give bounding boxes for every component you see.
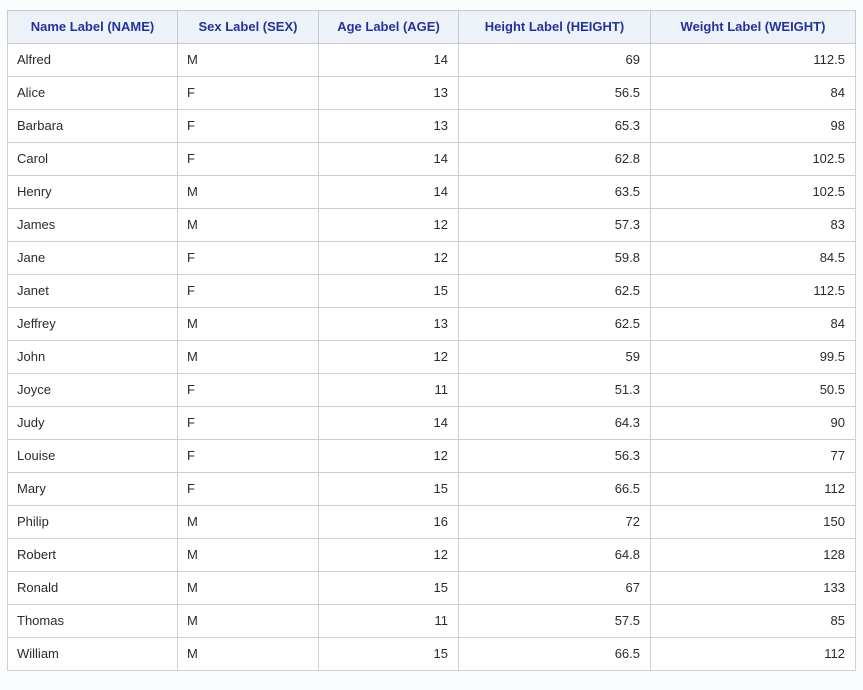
table-row (8, 539, 856, 572)
cell-age: 12 (319, 209, 459, 242)
cell-name: Carol (8, 143, 178, 176)
cell-height: 57.3 (459, 209, 651, 242)
cell-height: 59.8 (459, 242, 651, 275)
cell-name: Barbara (8, 110, 178, 143)
cell-height: 64.3 (459, 407, 651, 440)
cell-weight: 85 (651, 605, 856, 638)
cell-sex: F (178, 143, 319, 176)
cell-weight: 112 (651, 638, 856, 671)
cell-name: Philip (8, 506, 178, 539)
cell-age: 14 (319, 44, 459, 77)
column-header-age: Age Label (AGE) (319, 11, 459, 44)
cell-weight: 98 (651, 110, 856, 143)
table-row (8, 143, 856, 176)
cell-sex: M (178, 44, 319, 77)
cell-height: 67 (459, 572, 651, 605)
cell-weight: 84.5 (651, 242, 856, 275)
cell-name: Alice (8, 77, 178, 110)
cell-age: 12 (319, 440, 459, 473)
cell-weight: 128 (651, 539, 856, 572)
cell-sex: M (178, 176, 319, 209)
table-row (8, 77, 856, 110)
cell-height: 56.3 (459, 440, 651, 473)
cell-age: 15 (319, 473, 459, 506)
cell-name: Thomas (8, 605, 178, 638)
cell-name: Janet (8, 275, 178, 308)
cell-height: 62.5 (459, 308, 651, 341)
cell-height: 64.8 (459, 539, 651, 572)
cell-weight: 84 (651, 308, 856, 341)
cell-age: 14 (319, 143, 459, 176)
cell-height: 62.5 (459, 275, 651, 308)
cell-height: 56.5 (459, 77, 651, 110)
cell-height: 51.3 (459, 374, 651, 407)
cell-name: Jane (8, 242, 178, 275)
cell-sex: F (178, 110, 319, 143)
table-row (8, 638, 856, 671)
cell-sex: F (178, 275, 319, 308)
cell-age: 13 (319, 77, 459, 110)
cell-weight: 77 (651, 440, 856, 473)
cell-sex: M (178, 605, 319, 638)
cell-height: 57.5 (459, 605, 651, 638)
table-row (8, 242, 856, 275)
cell-sex: F (178, 242, 319, 275)
table-header (8, 11, 856, 44)
cell-weight: 102.5 (651, 176, 856, 209)
cell-age: 16 (319, 506, 459, 539)
cell-weight: 50.5 (651, 374, 856, 407)
cell-age: 14 (319, 407, 459, 440)
cell-age: 15 (319, 275, 459, 308)
cell-age: 12 (319, 539, 459, 572)
table-row (8, 374, 856, 407)
cell-name: Joyce (8, 374, 178, 407)
cell-name: William (8, 638, 178, 671)
cell-age: 15 (319, 572, 459, 605)
table-row (8, 506, 856, 539)
table-row (8, 176, 856, 209)
cell-weight: 150 (651, 506, 856, 539)
table-row (8, 341, 856, 374)
cell-name: Alfred (8, 44, 178, 77)
cell-height: 65.3 (459, 110, 651, 143)
cell-sex: M (178, 506, 319, 539)
cell-age: 12 (319, 341, 459, 374)
cell-age: 14 (319, 176, 459, 209)
cell-height: 66.5 (459, 638, 651, 671)
cell-height: 63.5 (459, 176, 651, 209)
cell-height: 72 (459, 506, 651, 539)
cell-age: 11 (319, 374, 459, 407)
table-row (8, 275, 856, 308)
cell-weight: 90 (651, 407, 856, 440)
cell-name: James (8, 209, 178, 242)
cell-sex: M (178, 638, 319, 671)
cell-name: Jeffrey (8, 308, 178, 341)
cell-weight: 102.5 (651, 143, 856, 176)
cell-age: 12 (319, 242, 459, 275)
cell-age: 15 (319, 638, 459, 671)
cell-sex: F (178, 407, 319, 440)
table-row (8, 308, 856, 341)
cell-name: Judy (8, 407, 178, 440)
cell-sex: F (178, 440, 319, 473)
column-header-height: Height Label (HEIGHT) (459, 11, 651, 44)
cell-age: 13 (319, 110, 459, 143)
cell-name: Robert (8, 539, 178, 572)
cell-weight: 112.5 (651, 275, 856, 308)
cell-name: Henry (8, 176, 178, 209)
table-body (8, 44, 856, 671)
cell-weight: 99.5 (651, 341, 856, 374)
cell-sex: F (178, 374, 319, 407)
cell-weight: 83 (651, 209, 856, 242)
cell-weight: 112 (651, 473, 856, 506)
table-row (8, 209, 856, 242)
cell-sex: M (178, 209, 319, 242)
cell-sex: F (178, 77, 319, 110)
cell-weight: 112.5 (651, 44, 856, 77)
cell-name: Mary (8, 473, 178, 506)
cell-weight: 133 (651, 572, 856, 605)
cell-height: 66.5 (459, 473, 651, 506)
cell-sex: M (178, 308, 319, 341)
cell-height: 59 (459, 341, 651, 374)
cell-weight: 84 (651, 77, 856, 110)
cell-height: 62.8 (459, 143, 651, 176)
column-header-weight: Weight Label (WEIGHT) (651, 11, 856, 44)
table-row (8, 572, 856, 605)
cell-age: 11 (319, 605, 459, 638)
table-row (8, 110, 856, 143)
column-header-sex: Sex Label (SEX) (178, 11, 319, 44)
cell-sex: M (178, 539, 319, 572)
cell-age: 13 (319, 308, 459, 341)
cell-sex: M (178, 572, 319, 605)
cell-name: Ronald (8, 572, 178, 605)
class-data-table (7, 10, 856, 671)
table-row (8, 605, 856, 638)
cell-name: Louise (8, 440, 178, 473)
table-row (8, 44, 856, 77)
cell-height: 69 (459, 44, 651, 77)
cell-sex: M (178, 341, 319, 374)
table-row (8, 407, 856, 440)
table-row (8, 473, 856, 506)
cell-name: John (8, 341, 178, 374)
table-header-row (8, 11, 856, 44)
cell-sex: F (178, 473, 319, 506)
column-header-name: Name Label (NAME) (8, 11, 178, 44)
table-row (8, 440, 856, 473)
